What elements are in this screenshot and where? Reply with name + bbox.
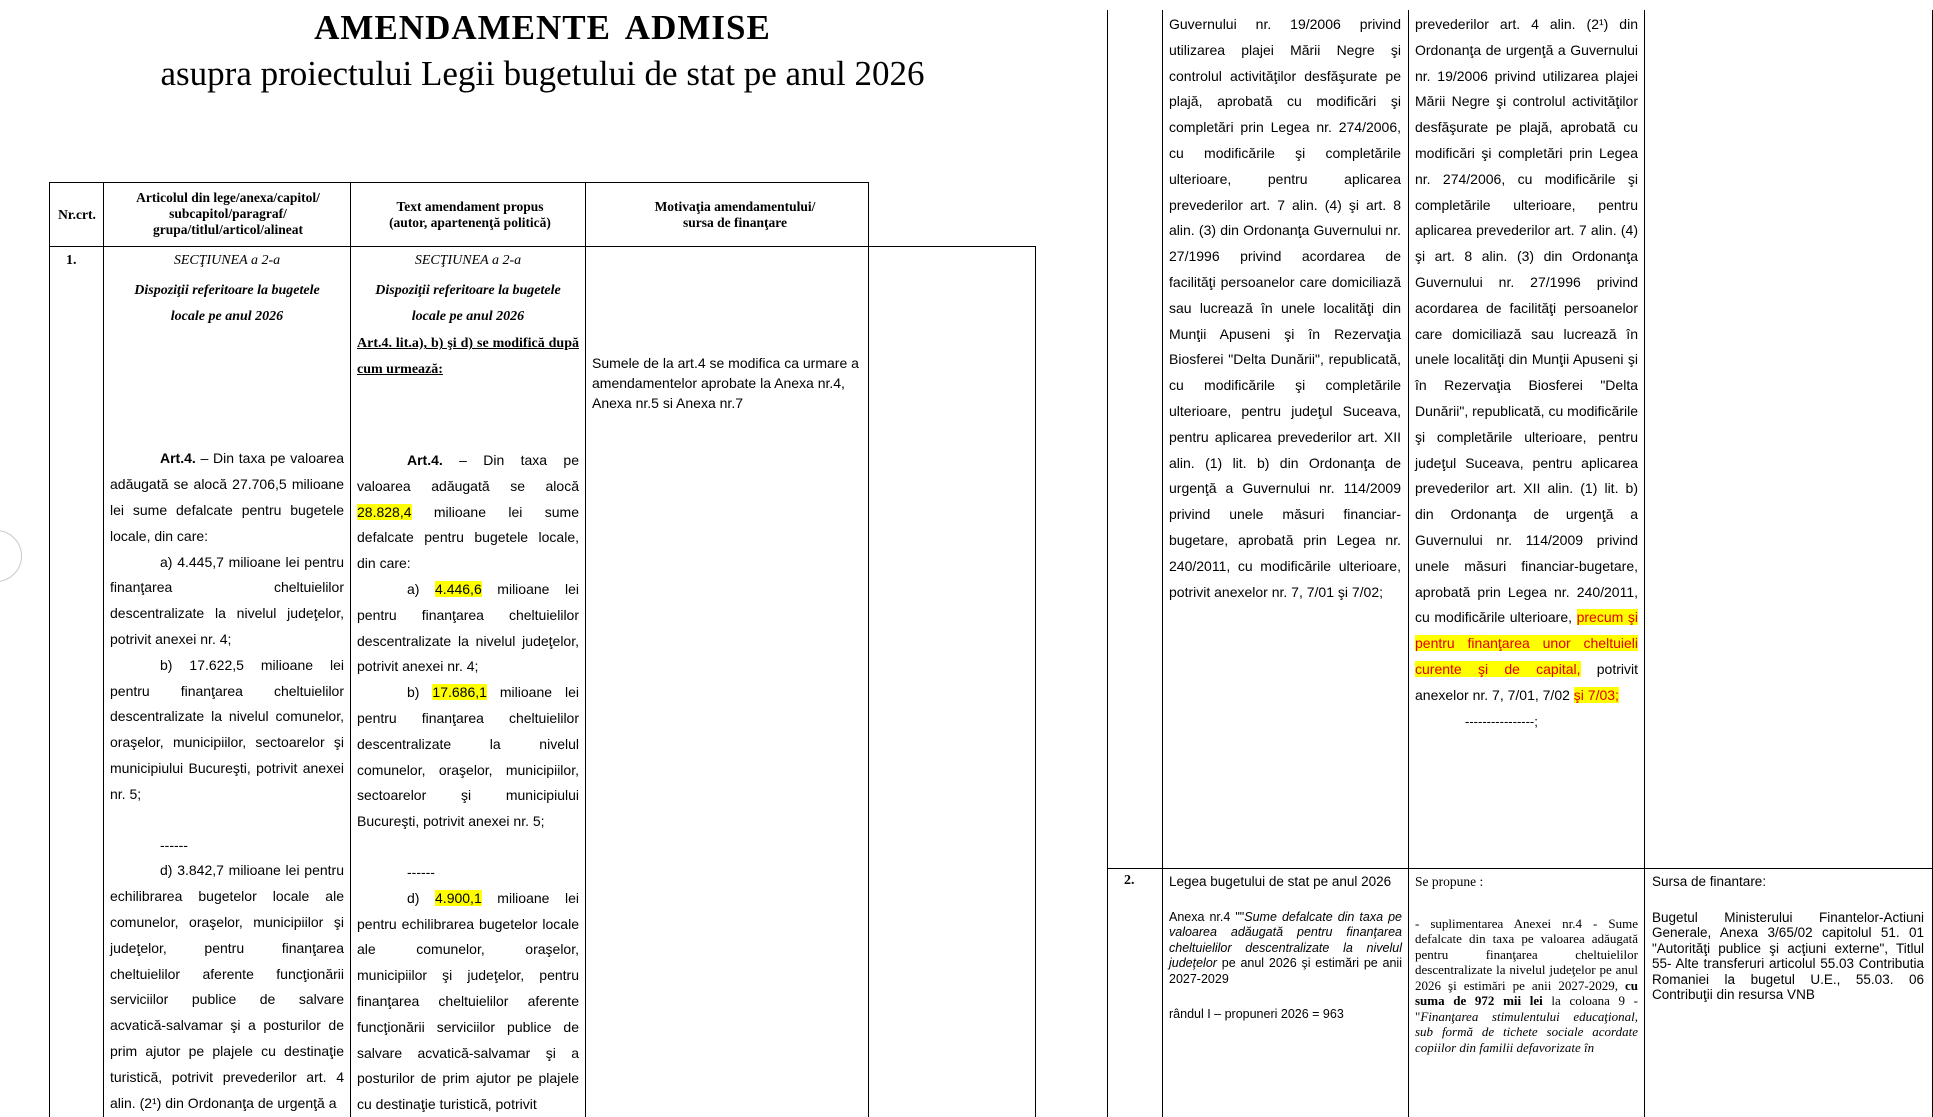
prop-art4-post: milioane lei sume defalcate pentru bugetele locale, din care:	[357, 503, 579, 572]
rtable-row-divider	[1107, 868, 1933, 869]
rrow1-col2-mid: potrivit anexelor nr. 7, 7/01, 7/02	[1415, 660, 1639, 703]
table-col-border-3	[585, 182, 586, 1117]
art-b-paragraph: b) 17.622,5 milioane lei pentru finanţarea cheltuielilor descentralizate la nivelul comunelor, oraşelor, municipiilor, sectoarelor şi municipiului Bucureşti, potrivit anexei nr. 5;	[110, 656, 344, 802]
prop-a-pre: a)	[407, 580, 436, 597]
table-col-border-4	[868, 182, 869, 1117]
rrow2-col2-body	[1415, 916, 1638, 1056]
art4-paragraph	[110, 446, 344, 549]
row1-articol-cell	[110, 248, 344, 1116]
header-motivatie: Motivaţia amendamentului/ sursa de finanţare	[654, 199, 816, 230]
rrow1-col2-body: prevederilor art. 4 alin. (2¹) din Ordonanţa de urgenţă a Guvernului nr. 19/2006 privind utilizarea plajei Mării Negre şi controlul activităţilor desfăşurate pe plajă, aprobată cu modificări şi completări prin Legea nr. 274/2006, cu modificările şi completările ulterioare, pentru aplicarea prevederilor art. 7 alin. (4) şi art. 8 alin. (3) din Ordonanţa Guvernului nr. 27/1996 privind acordarea de facilităţi persoanelor care domiciliază sau lucrează în unele localităţi din Munţii Apuseni şi în Rezervaţia Biosferei "Delta Dunării", republicată, cu modificările şi completările ulterioare, pentru judeţul Suceava, pentru aplicarea prevederilor art. XII alin. (1) lit. b) din Ordonanţa de urgenţă a Guvernului nr. 114/2009 privind unele măsuri financiar-bugetare, aprobată prin Legea nr. 240/2011, cu modificările ulterioare,	[1415, 16, 1638, 626]
table-col-border-5	[1035, 246, 1036, 1117]
rrow1-col2-highlight1: precum şi pentru finanţarea unor cheltuieli curente şi de capital,	[1415, 609, 1638, 677]
table-col-border-2	[350, 182, 351, 1117]
rrow2-col1-anexa-it: Sume defalcate din taxa pe valoarea adăugată pentru finanţarea cheltuielilor descentralizate la nivelul judeţelor	[1169, 909, 1402, 970]
rrow2-col2-bold: cu suma de 972 mii lei	[1415, 977, 1638, 1008]
header-text-amendament: Text amendament propus (autor, apartenenţă politică)	[389, 199, 551, 230]
rtable-col-border-3	[1644, 10, 1645, 1117]
rtable-col-border-0	[1107, 10, 1108, 1117]
table-col-border-1	[103, 182, 104, 1117]
prop-art4-label: Art.4.	[407, 451, 443, 468]
scroll-circle-indicator	[0, 530, 22, 582]
art-d-paragraph: d) 3.842,7 milioane lei pentru echilibrarea bugetelor locale ale comunelor, oraşelor, municipiilor şi judeţelor, pentru finanţarea cheltuielilor aferente funcţionării serviciilor publice de salvare acvatică-salvamar şi a posturilor de prim ajutor pe plajele cu destinaţie turistică, potrivit prevederilor art. 4 alin. (2¹) din Ordonanţa de urgenţă a	[110, 862, 344, 1111]
prop-b-value: 17.686,1	[432, 684, 487, 701]
prop-a-post: milioane lei pentru finanţarea cheltuielilor descentralizate la nivelul judeţelor, potrivit anexei nr. 4;	[357, 580, 579, 675]
rrow2-col1-randul: rândul I – propuneri 2026 = 963	[1169, 1007, 1344, 1021]
prop-d-paragraph	[357, 886, 579, 1117]
rrow2-nr: 2.	[1124, 873, 1135, 888]
art-section-heading: SECŢIUNEA a 2-a	[173, 253, 281, 268]
rrow1-col2-text	[1415, 12, 1638, 734]
rrow2-col1-title: Legea bugetului de stat pe anul 2026	[1169, 874, 1392, 889]
prop-b-paragraph	[357, 680, 579, 835]
prop-art4-paragraph	[357, 448, 579, 577]
prop-art4-value: 28.828,4	[357, 503, 412, 520]
prop-dash: ------	[407, 863, 435, 880]
rrow2-col2-text: - suplimentarea Anexei nr.4 - Sume defalcate din taxa pe valoarea adăugată pentru finanţarea cheltuielilor descentralizate la nivelul judeţelor pe anul 2026 şi estimări pe anii 2027-2029,	[1415, 915, 1638, 993]
rtable-col-border-2	[1408, 10, 1409, 1117]
art-dash: ------	[160, 836, 188, 853]
prop-d-value: 4.900,1	[435, 889, 482, 906]
art4-label: Art.4.	[160, 450, 196, 467]
rrow2-col1-anexa	[1169, 910, 1402, 988]
table-header-bottom-border	[49, 246, 1036, 247]
rrow2-col3-title: Sursa de finantare:	[1652, 874, 1767, 889]
rrow2-col1-anexa-pre: Anexa nr.4 ""	[1169, 909, 1245, 924]
header-nr-crt: Nr.crt.	[58, 207, 96, 222]
prop-d-pre: d)	[407, 889, 436, 906]
document-page-right	[1072, 0, 1933, 1117]
prop-disp-heading: Dispoziţii referitoare la bugetele locale pe anul 2026	[375, 282, 561, 324]
prop-art4-pre: – Din taxa pe valoarea adăugată se alocă	[357, 451, 579, 494]
prop-modif-heading: Art.4. lit.a), b) şi d) se modifică după cum urmează:	[357, 336, 579, 378]
document-subtitle: asupra proiectului Legii bugetului de stat pe anul 2026	[160, 54, 925, 93]
rrow1-col1-text: Guvernului nr. 19/2006 privind utilizarea plajei Mării Negre şi controlul activităţilor desfăşurate pe plajă, aprobată cu modificări şi completări prin Legea nr. 274/2006, cu modificările şi completările ulterioare, pentru aplicarea prevederilor art. 7 alin. (4) şi art. 8 alin. (3) din Ordonanţa Guvernului nr. 27/1996 privind acordarea de facilităţi persoanelor care domiciliază sau lucrează în unele localităţi din Munţii Apuseni şi în Rezervaţia Biosferei "Delta Dunării", republicată, cu modificările şi completările ulterioare, pentru judeţul Suceava, pentru aplicarea prevederilor art. XII alin. (1) lit. b) din Ordonanţa de urgenţă a Guvernului nr. 114/2009 privind unele măsuri financiar-bugetare, aprobată prin Legea nr. 240/2011, cu modificările ulterioare, potrivit anexelor nr. 7, 7/01 şi 7/02;	[1169, 16, 1401, 600]
rrow2-col1-anexa-post: pe anul 2026 şi estimări pe anii 2027-2029	[1169, 956, 1402, 986]
prop-b-pre: b)	[407, 684, 433, 701]
row1-motivatie-cell: Sumele de la art.4 se modifica ca urmare a amendamentelor aprobate la Anexa nr.4, Anexa nr.5 si Anexa nr.7	[592, 355, 859, 411]
table-col-border-0	[49, 182, 50, 1117]
row1-nr: 1.	[66, 253, 77, 268]
rrow2-col2-title: Se propune :	[1415, 874, 1484, 889]
rrow1-col2-highlight2: şi 7/03;	[1573, 686, 1619, 703]
prop-section-heading: SECŢIUNEA a 2-a	[414, 253, 522, 268]
prop-b-post: milioane lei pentru finanţarea cheltuielilor descentralizate la nivelul comunelor, oraşelor, municipiilor, sectoarelor şi municipiului Bucureşti, potrivit anexei nr. 5;	[357, 684, 579, 830]
art-disp-heading: Dispoziţii referitoare la bugetele locale pe anul 2026	[134, 282, 320, 324]
prop-a-value: 4.446,6	[435, 580, 482, 597]
document-title: AMENDAMENTE ADMISE	[314, 8, 771, 47]
prop-a-paragraph	[357, 577, 579, 680]
rrow2-col2-cell	[1415, 874, 1638, 1055]
art-a-paragraph: a) 4.445,7 milioane lei pentru finanţarea cheltuielilor descentralizate la nivelul judeţelor, potrivit anexei nr. 4;	[110, 553, 344, 647]
rrow2-col3-cell	[1652, 874, 1924, 1003]
rtable-col-border-1	[1162, 10, 1163, 1117]
rrow2-col2-post: la coloana 9 - "	[1415, 993, 1638, 1024]
prop-d-post: milioane lei pentru echilibrarea bugetelor locale ale comunelor, oraşelor, municipiilor şi judeţelor, pentru finanţarea cheltuielilor aferente funcţionării serviciilor publice de salvare acvatică-salvamar şi a posturilor de prim ajutor pe plajele cu destinaţie turistică, potrivit	[357, 889, 579, 1113]
rrow2-col1-cell	[1169, 874, 1402, 1023]
rrow1-col2-dash: ----------------;	[1465, 713, 1538, 729]
art4-text: – Din taxa pe valoarea adăugată se alocă 27.706,5 milioane lei sume defalcate pentru bugetele locale, din care:	[110, 450, 344, 544]
row1-text-propus-cell	[357, 248, 579, 1117]
table-top-border	[49, 182, 868, 183]
rrow2-col2-it: Finanţarea stimulentului educaţional, sub formă de tichete sociale acordate copiilor din familii defavorizate în	[1415, 1008, 1638, 1055]
header-articol: Articolul din lege/anexa/capitol/ subcapitol/paragraf/ grupa/titlul/articol/alineat	[136, 190, 320, 237]
rrow2-col3-text: Bugetul Ministerului Finantelor-Actiuni Generale, Anexa 3/65/02 capitolul 51. 01 "Autorităţi publice şi acţiuni externe", Titlul 55- Alte transferuri articolul 55.03 Contributia Romaniei la bugetul U.E., 55.03. 06 Contribuţii din resursa VNB	[1652, 909, 1924, 1002]
